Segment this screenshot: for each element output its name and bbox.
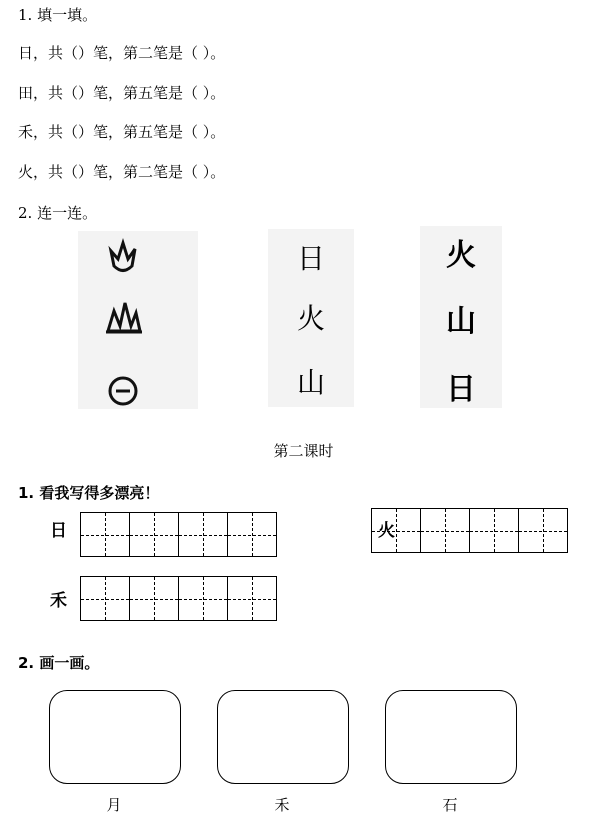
- fill-line-2: 田，共（）笔，第五笔是（ ）。: [18, 84, 226, 102]
- right-char-2: 山: [446, 304, 476, 339]
- draw-label-yue: 月: [106, 796, 122, 814]
- pictograph-panel-left: [78, 231, 198, 409]
- draw-label-he: 禾: [274, 796, 290, 814]
- grid-cell[interactable]: [421, 509, 470, 552]
- right-char-3: 日: [446, 372, 476, 407]
- draw-box-shi[interactable]: [385, 690, 517, 784]
- grid-cell[interactable]: [130, 513, 179, 556]
- grid-cell[interactable]: [470, 509, 519, 552]
- grid-cell[interactable]: [130, 577, 179, 620]
- pictograph-svg-left: [78, 231, 198, 409]
- grid-cell[interactable]: [179, 577, 228, 620]
- middle-char-1: 日: [296, 242, 325, 275]
- grid-cell[interactable]: [179, 513, 228, 556]
- char-panel-right: [420, 226, 502, 408]
- grid-cell[interactable]: [228, 513, 276, 556]
- draw-box-yue[interactable]: [49, 690, 181, 784]
- middle-char-2: 火: [296, 302, 325, 335]
- grid-cell[interactable]: [228, 577, 276, 620]
- middle-char-3: 山: [296, 366, 325, 399]
- grid-cell[interactable]: [81, 577, 130, 620]
- writing-grid-he: [80, 576, 277, 621]
- section-title-fill: 1. 填一填。: [18, 6, 98, 24]
- fill-line-4: 火，共（）笔，第二笔是（ ）。: [18, 163, 226, 181]
- grid-cell[interactable]: [519, 509, 567, 552]
- draw-box-he[interactable]: [217, 690, 349, 784]
- section-title-connect: 2. 连一连。: [18, 204, 98, 222]
- practice-label-huo: 火: [378, 521, 395, 541]
- fill-line-1: 日，共（）笔，第二笔是（ ）。: [18, 44, 226, 62]
- right-char-1: 火: [446, 238, 476, 273]
- grid-cell[interactable]: [372, 509, 421, 552]
- lesson-title: 第二课时: [273, 442, 334, 460]
- grid-cell[interactable]: [81, 513, 130, 556]
- writing-grid-ri: [80, 512, 277, 557]
- draw-label-shi: 石: [442, 796, 458, 814]
- practice-label-ri: 日: [50, 521, 67, 541]
- char-panel-middle: [268, 229, 354, 407]
- practice-label-he: 禾: [50, 591, 67, 611]
- fill-line-3: 禾，共（）笔，第五笔是（ ）。: [18, 123, 226, 141]
- writing-grid-huo: [371, 508, 568, 553]
- section-title-draw: 2. 画一画。: [18, 654, 100, 672]
- section-title-practice: 1. 看我写得多漂亮！: [18, 484, 160, 502]
